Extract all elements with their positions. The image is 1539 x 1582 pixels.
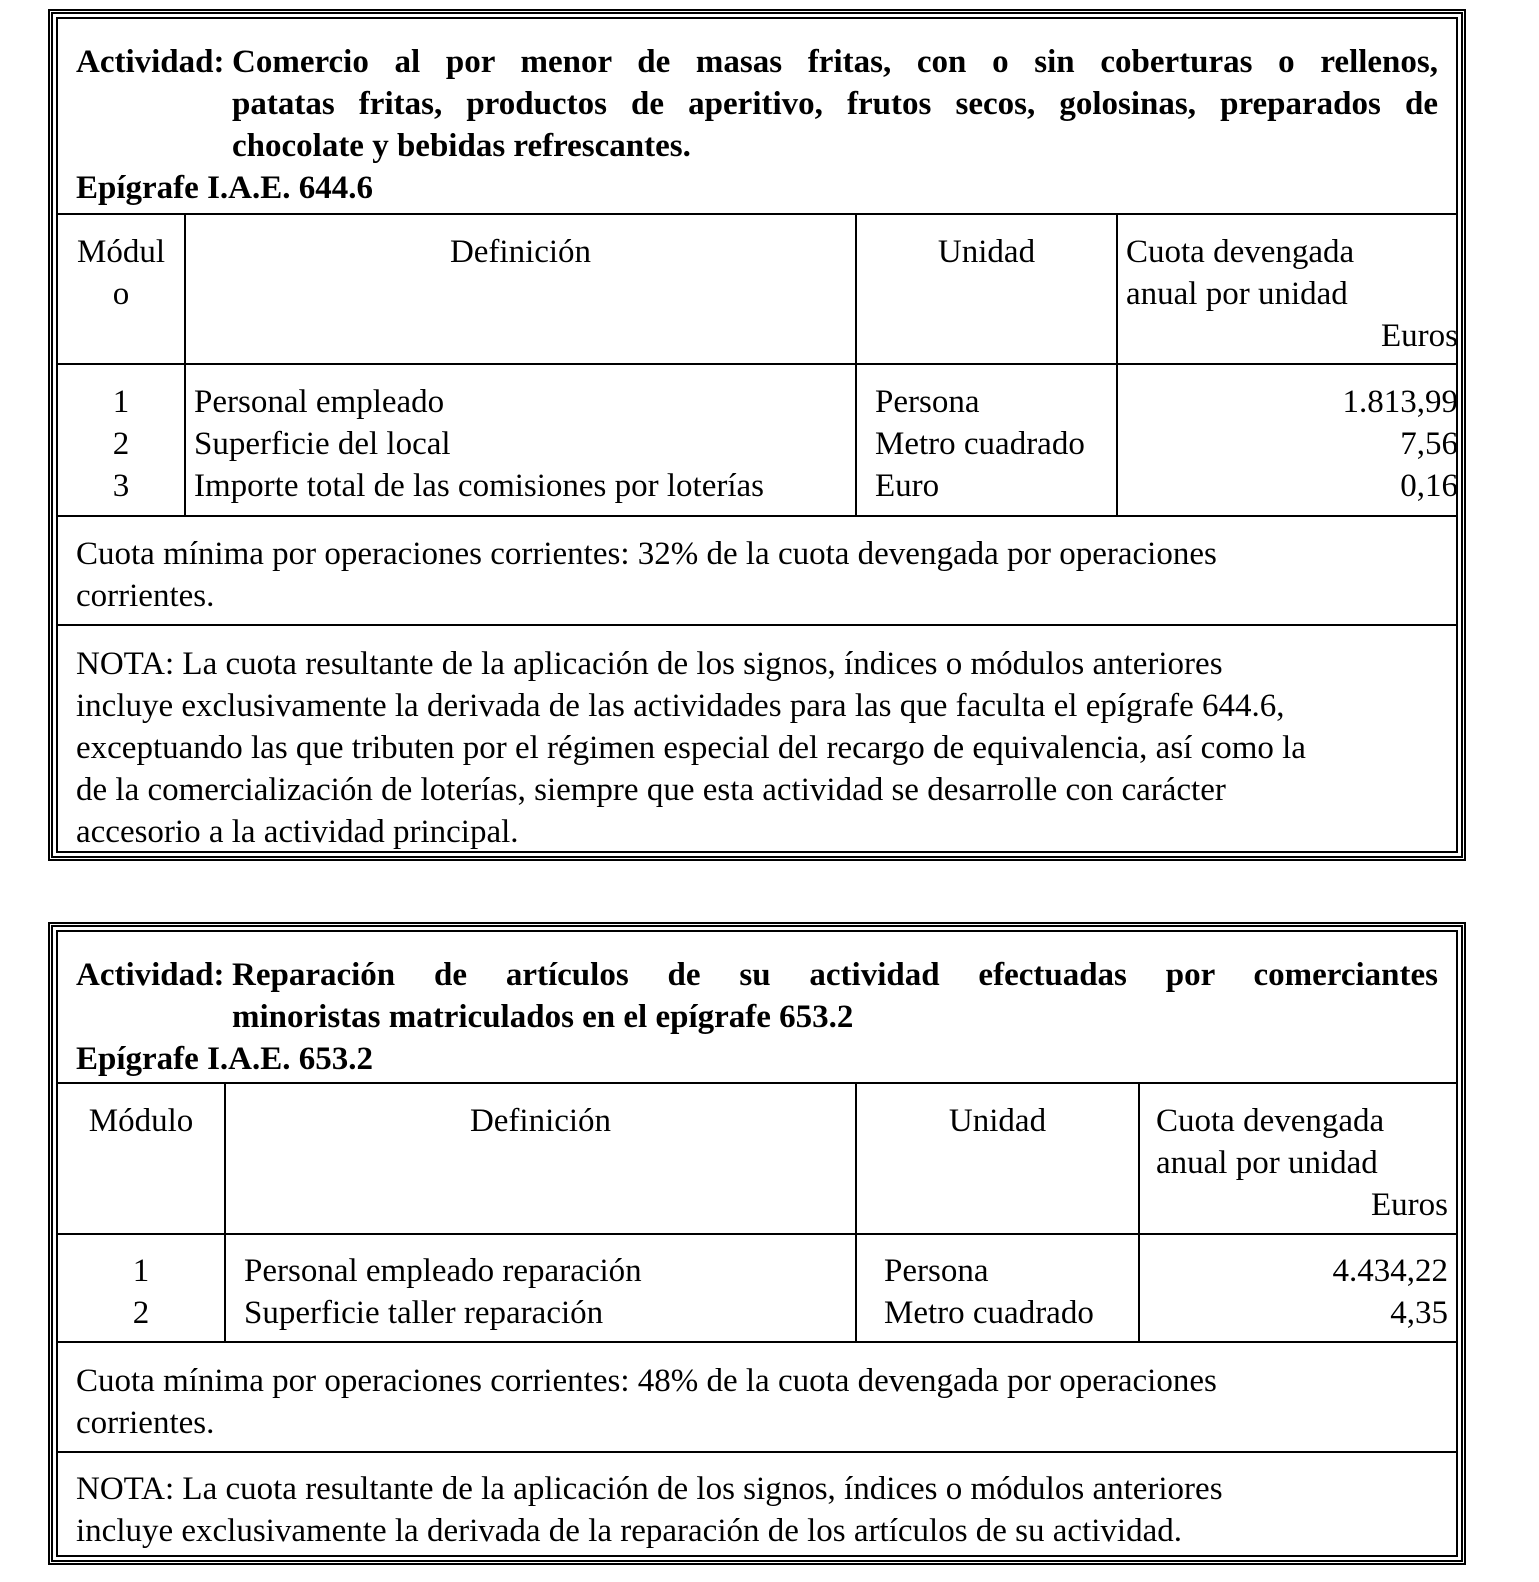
table-frame [56,930,1458,1557]
table-cell: 0,16 [1400,468,1458,504]
table-cell: 3 [112,468,130,504]
epigrafe: Epígrafe I.A.E. 653.2 [76,1041,373,1077]
cuota-minima: Cuota mínima por operaciones corrientes: 48% de la cuota devengada por operaciones corrientes. [76,1363,1217,1441]
table-cell: Metro cuadrado [884,1295,1094,1331]
header-definicion: Definición [449,234,592,270]
column-definicion [194,381,854,507]
epigrafe: Epígrafe I.A.E. 644.6 [76,170,373,206]
divider [58,1233,1456,1235]
activity-header [58,932,1456,1080]
divider [58,213,1456,215]
table-cell: 2 [132,1295,150,1331]
header-modulo: Módulo [88,1103,194,1139]
table-cell: 4.434,22 [1332,1253,1448,1289]
header-unidad: Unidad [948,1103,1047,1139]
table-cell: Persona [884,1253,989,1289]
header-definicion: Definición [469,1103,612,1139]
table-cell: Persona [875,384,980,420]
table-cell: 7,56 [1400,426,1458,462]
header-cuota: Cuota devengada anual por unidad Euros [1156,1103,1448,1223]
table-cell: Superficie del local [194,426,451,462]
column-modulo [58,1250,224,1334]
table-cell: 1 [132,1253,150,1289]
table-cell: Personal empleado reparación [244,1253,642,1289]
module-table-653-2 [48,922,1466,1565]
divider [58,363,1456,365]
activity-label: Actividad: [76,44,225,80]
divider [58,515,1456,517]
activity-line: patatas fritas, productos de aperitivo, frutos secos, golosinas, preparados de [232,86,1438,122]
table-cell: Euro [875,468,940,504]
divider [58,624,1456,626]
activity-line: chocolate y bebidas refrescantes. [232,128,691,164]
table-cell: 4,35 [1390,1295,1448,1331]
header-modulo: Módul o [76,234,165,312]
activity-header [58,19,1456,209]
module-table-644-6 [48,9,1466,861]
activity-line: minoristas matriculados en el epígrafe 653.2 [232,999,854,1035]
column-modulo [58,381,184,507]
table-cell: 2 [112,426,130,462]
header-cuota: Cuota devengada anual por unidad Euros [1126,234,1458,354]
activity-label: Actividad: [76,957,225,993]
activity-line: Comercio al por menor de masas fritas, con o sin coberturas o rellenos, [232,44,1438,80]
activity-line: Reparación de artículos de su actividad efectuadas por comerciantes [232,957,1438,993]
column-cuota [1118,381,1458,507]
nota: NOTA: La cuota resultante de la aplicación de los signos, índices o módulos anteriores incluye exclusivamente la derivada de la reparación de los artículos de su actividad. [76,1471,1223,1549]
table-cell: Personal empleado [194,384,445,420]
table-cell: 1.813,99 [1342,384,1458,420]
table-frame [56,17,1458,853]
table-cell: Importe total de las comisiones por loterías [194,468,765,504]
header-unidad: Unidad [937,234,1036,270]
column-unidad [875,381,1115,507]
table-cell: Superficie taller reparación [244,1295,604,1331]
table-cell: Metro cuadrado [875,426,1085,462]
column-definicion [244,1250,854,1334]
cuota-minima: Cuota mínima por operaciones corrientes: 32% de la cuota devengada por operaciones corrientes. [76,536,1217,614]
column-unidad [884,1250,1137,1334]
divider [58,1082,1456,1084]
divider [58,1451,1456,1453]
nota: NOTA: La cuota resultante de la aplicación de los signos, índices o módulos anteriores incluye exclusivamente la derivada de las actividades para las que faculta el epígrafe 644.6, exceptuando las que tributen por el régimen especial del recargo de equivalencia, así como la de la comercialización de loterías, siempre que esta actividad se desarrolle con carácter accesorio a la actividad principal. [76,646,1306,850]
column-cuota [1140,1250,1448,1334]
divider [58,1341,1456,1343]
table-cell: 1 [112,384,130,420]
